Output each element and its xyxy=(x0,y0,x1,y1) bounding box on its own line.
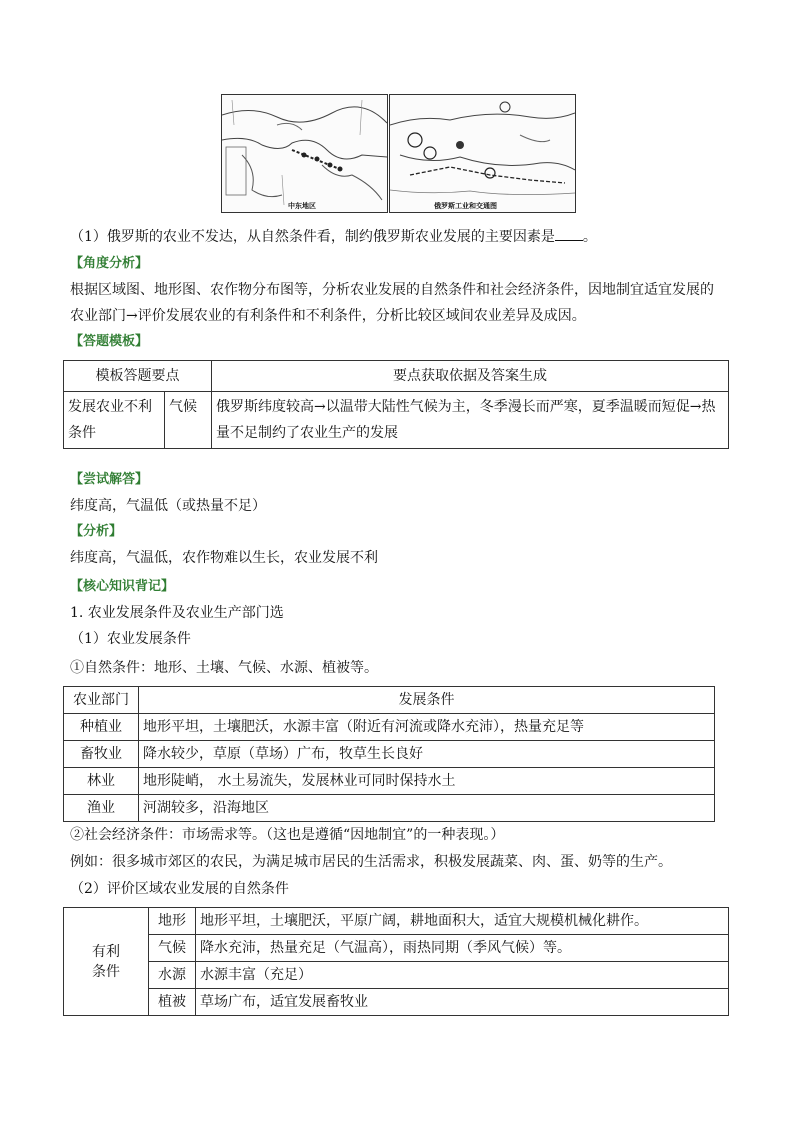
template-header-right: 要点获取依据及答案生成 xyxy=(212,361,729,392)
favorable-table xyxy=(63,907,729,1016)
russia-map-drawing xyxy=(390,95,575,212)
favorable-label xyxy=(64,908,149,1016)
middle-east-map-drawing xyxy=(222,95,387,212)
question-end: 。 xyxy=(582,229,597,245)
analysis-text: 纬度高，气温低，农作物难以生长，农业发展不利 xyxy=(70,550,378,566)
core-tag: 【核心知识背记】 xyxy=(70,579,175,594)
favorable-text: 水源丰富（充足） xyxy=(196,962,729,989)
middle-east-map-caption: 中东地区 xyxy=(288,202,316,210)
analysis-tag: 【分析】 xyxy=(70,524,123,539)
favorable-factor: 水源 xyxy=(149,962,196,989)
table-row xyxy=(64,962,729,989)
question-line xyxy=(70,228,597,246)
core-sub-1: （1）农业发展条件 xyxy=(70,631,191,647)
attempt-text: 纬度高，气温低（或热量不足） xyxy=(70,498,266,514)
template-tag: 【答题模板】 xyxy=(70,334,149,349)
angle-line-2: 农业部门→评价发展农业的有利条件和不利条件，分析比较区域间农业差异及成因。 xyxy=(70,308,586,324)
dept-condition: 地形陡峭， 水土易流失，发展林业可同时保持水土 xyxy=(139,768,715,795)
core-sub-2: （2）评价区域农业发展的自然条件 xyxy=(70,881,289,897)
dept-condition: 地形平坦，土壤肥沃，水源丰富（附近有河流或降水充沛），热量充足等 xyxy=(139,714,715,741)
russia-map xyxy=(389,94,576,213)
answer-blank xyxy=(555,228,583,241)
natural-conditions: ①自然条件：地形、土壤、气候、水源、植被等。 xyxy=(70,660,378,676)
favorable-label-line-1: 有利 xyxy=(92,943,120,960)
example-text: 例如：很多城市郊区的农民，为满足城市居民的生活需求，积极发展蔬菜、肉、蛋、奶等的生产。 xyxy=(70,854,672,870)
attempt-tag: 【尝试解答】 xyxy=(70,472,149,487)
template-row-factor: 气候 xyxy=(165,392,212,449)
dept-name: 畜牧业 xyxy=(64,741,139,768)
favorable-text: 地形平坦，土壤肥沃，平原广阔，耕地面积大，适宜大规模机械化耕作。 xyxy=(196,908,729,935)
favorable-text: 降水充沛，热量充足（气温高），雨热同期（季风气候）等。 xyxy=(196,935,729,962)
favorable-text: 草场广布，适宜发展畜牧业 xyxy=(196,989,729,1016)
table-row xyxy=(64,768,715,795)
social-conditions: ②社会经济条件：市场需求等。（这也是遵循“因地制宜”的一种表现。） xyxy=(70,827,505,843)
table-row xyxy=(64,687,715,714)
dept-header-right: 发展条件 xyxy=(139,687,715,714)
table-row xyxy=(64,714,715,741)
template-row-text: 俄罗斯纬度较高→以温带大陆性气候为主，冬季漫长而严寒，夏季温暖而短促→热量不足制约了农业生产的发展 xyxy=(212,392,729,449)
dept-condition: 河湖较多，沿海地区 xyxy=(139,795,715,822)
russia-map-caption: 俄罗斯工业和交通图 xyxy=(434,202,497,210)
table-row xyxy=(64,989,729,1016)
favorable-factor: 地形 xyxy=(149,908,196,935)
table-row xyxy=(64,908,729,935)
table-row xyxy=(64,741,715,768)
template-row-label: 发展农业不利条件 xyxy=(64,392,165,449)
favorable-label-line-2: 条件 xyxy=(92,963,120,980)
favorable-factor: 气候 xyxy=(149,935,196,962)
question-text: （1）俄罗斯的农业不发达，从自然条件看，制约俄罗斯农业发展的主要因素是 xyxy=(70,229,555,245)
map-figures xyxy=(221,94,575,211)
table-row xyxy=(64,392,729,449)
dept-header-left: 农业部门 xyxy=(64,687,139,714)
dept-condition: 降水较少，草原（草场）广布，牧草生长良好 xyxy=(139,741,715,768)
table-row xyxy=(64,361,729,392)
dept-name: 种植业 xyxy=(64,714,139,741)
dept-name: 渔业 xyxy=(64,795,139,822)
template-header-left: 模板答题要点 xyxy=(64,361,212,392)
dept-name: 林业 xyxy=(64,768,139,795)
angle-line-1: 根据区域图、地形图、农作物分布图等，分析农业发展的自然条件和社会经济条件，因地制宜适宜发展的 xyxy=(70,282,714,298)
template-table xyxy=(63,360,729,449)
dept-table xyxy=(63,686,715,822)
table-row xyxy=(64,935,729,962)
table-row xyxy=(64,795,715,822)
core-item-1: 1. 农业发展条件及农业生产部门选 xyxy=(70,605,284,621)
middle-east-map xyxy=(221,94,388,213)
angle-tag: 【角度分析】 xyxy=(70,256,149,271)
favorable-factor: 植被 xyxy=(149,989,196,1016)
